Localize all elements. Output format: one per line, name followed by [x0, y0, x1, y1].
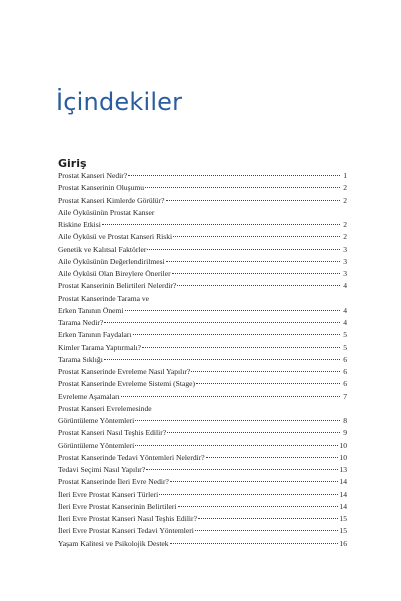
toc-dot-leader [146, 468, 338, 470]
toc-entry-label: Prostat Kanserinin Belirtileri Nelerdir? [58, 281, 177, 291]
toc-entry-page-number: 5 [343, 330, 347, 340]
toc-dot-leader [172, 272, 340, 274]
toc-dot-leader [206, 456, 339, 458]
toc-entry [58, 317, 347, 329]
toc-entry-label: Evreleme Aşamaları [58, 391, 120, 401]
toc-entry-label: Kimler Tarama Yaptırmalı? [58, 342, 142, 352]
toc-entry [58, 256, 347, 268]
toc-entry-page-number: 10 [339, 452, 347, 462]
toc-dot-leader [173, 235, 340, 237]
toc-entry-page-number: 6 [343, 354, 347, 364]
toc-entry [58, 342, 347, 354]
toc-entry [58, 538, 347, 550]
toc-entry-label: Prostat Kanseri Kimlerde Görülür? [58, 195, 165, 205]
toc-entry [58, 219, 347, 231]
toc-entry-page-number: 3 [343, 244, 347, 254]
toc-entry-label: Prostat Kanserinde İleri Evre Nedir? [58, 477, 169, 487]
toc-entry [58, 403, 347, 415]
toc-dot-leader [166, 199, 341, 201]
toc-entry-label: Prostat Kanserinde Tarama ve [58, 293, 150, 303]
toc-entry-label: Erken Tanının Önemi [58, 305, 124, 315]
toc-entry [58, 415, 347, 427]
toc-entry-page-number: 10 [339, 440, 347, 450]
toc-entry [58, 427, 347, 439]
toc-entry [58, 268, 347, 280]
toc-entry-label: Prostat Kanserinde Tedavi Yöntemleri Nelerdir? [58, 452, 205, 462]
toc-entry-page-number: 2 [343, 183, 347, 193]
toc-entry-label: Aile Öyküsü ve Prostat Kanseri Riski [58, 232, 173, 242]
toc-entry-page-number: 9 [343, 428, 347, 438]
toc-entry-label: Prostat Kanserinin Oluşumu [58, 183, 145, 193]
toc-entry [58, 195, 347, 207]
toc-dot-leader [167, 431, 340, 433]
toc-entry [58, 489, 347, 501]
toc-entry-page-number: 16 [339, 538, 347, 548]
toc-entry [58, 391, 347, 403]
toc-dot-leader [102, 223, 340, 225]
toc-dot-leader [135, 444, 338, 446]
toc-entry-page-number: 4 [343, 281, 347, 291]
toc-entry [58, 525, 347, 537]
toc-dot-leader [191, 370, 340, 372]
toc-dot-leader [166, 260, 340, 262]
toc-entry-page-number: 14 [339, 501, 347, 511]
toc-entry-page-number: 2 [343, 220, 347, 229]
toc-entry-label: Prostat Kanserinde Evreleme Sistemi (Stage) [58, 379, 196, 389]
toc-entry-page-number: 7 [343, 391, 347, 401]
toc-entry [58, 476, 347, 488]
toc-dot-leader [133, 333, 340, 335]
toc-entry-page-number: 13 [339, 465, 347, 474]
toc-entry-label: Prostat Kanseri Nasıl Teşhis Edilir? [58, 428, 167, 438]
toc-entry [58, 305, 347, 317]
toc-entry-page-number: 5 [343, 342, 347, 352]
toc-dot-leader [159, 493, 338, 495]
toc-dot-leader [104, 321, 340, 323]
toc-entry-page-number: 8 [343, 416, 347, 425]
toc-dot-leader [142, 346, 340, 348]
toc-entry-label: Tarama Sıklığı [58, 354, 103, 364]
toc-dot-leader [121, 395, 340, 397]
toc-entry [58, 244, 347, 256]
toc-entry-page-number: 6 [343, 367, 347, 376]
toc-entry-page-number: 4 [343, 318, 347, 327]
toc-dot-leader [145, 186, 340, 188]
section-heading: Giriş [58, 157, 87, 170]
toc-dot-leader [170, 542, 339, 544]
toc-entry-page-number: 15 [339, 526, 347, 536]
toc-entry-label: Prostat Kanserinde Evreleme Nasıl Yapılır? [58, 367, 191, 376]
toc-entry-label: Genetik ve Kalıtsal Faktörler [58, 244, 147, 254]
toc-entry [58, 231, 347, 243]
toc-entry-label: Erken Tanının Faydaları [58, 330, 132, 340]
toc-entry-page-number: 4 [343, 305, 347, 315]
toc-entry [58, 170, 347, 182]
toc-dot-leader [128, 174, 340, 176]
toc-entry-label: Prostat Kanseri Evrelemesinde [58, 403, 152, 413]
toc-entry-label: Tedavi Seçimi Nasıl Yapılır? [58, 465, 146, 474]
toc-dot-leader [195, 529, 339, 531]
toc-entry-page-number: 3 [343, 269, 347, 278]
toc-dot-leader [198, 517, 338, 519]
toc-entry-page-number: 14 [339, 489, 347, 499]
toc-entry-label: İleri Evre Prostat Kanserinin Belirtileri [58, 501, 177, 511]
toc-entry-label: Prostat Kanseri Nedir? [58, 171, 128, 180]
toc-entry [58, 366, 347, 378]
toc-dot-leader [125, 309, 340, 311]
toc-entry-label: İleri Evre Prostat Kanseri Tedavi Yöntemleri [58, 526, 194, 536]
toc-entry-page-number: 2 [343, 232, 347, 242]
page-title: İçindekiler [56, 88, 183, 116]
toc-entry [58, 182, 347, 194]
toc-entry [58, 329, 347, 341]
toc-entry [58, 452, 347, 464]
toc-dot-leader [135, 419, 340, 421]
toc-entry-label: İleri Evre Prostat Kanseri Nasıl Teşhis Edilir? [58, 514, 197, 523]
toc-entry-label: Görüntüleme Yöntemleri [58, 416, 135, 425]
toc-dot-leader [147, 248, 340, 250]
toc-entry-label: Görüntüleme Yöntemleri [58, 440, 135, 450]
toc-entry [58, 378, 347, 390]
toc-entry-page-number: 15 [339, 514, 347, 523]
toc-entry [58, 354, 347, 366]
toc-dot-leader [196, 382, 340, 384]
toc-dot-leader [104, 358, 340, 360]
toc-entry-label: Yaşam Kalitesi ve Psikolojik Destek [58, 538, 169, 548]
toc-list [58, 170, 347, 550]
toc-dot-leader [177, 284, 340, 286]
toc-entry-label: Riskine Etkisi [58, 220, 101, 229]
toc-entry-page-number: 3 [343, 256, 347, 266]
toc-entry [58, 464, 347, 476]
toc-entry-page-number: 14 [339, 477, 347, 487]
toc-dot-leader [170, 480, 338, 482]
toc-entry [58, 280, 347, 292]
toc-entry [58, 293, 347, 305]
toc-entry-label: Aile Öyküsünün Prostat Kanser [58, 207, 155, 217]
toc-entry-label: İleri Evre Prostat Kanseri Türleri [58, 489, 159, 499]
toc-entry [58, 513, 347, 525]
toc-entry-label: Aile Öyküsü Olan Bireylere Öneriler [58, 269, 171, 278]
toc-entry-page-number: 6 [343, 379, 347, 389]
toc-dot-leader [178, 505, 339, 507]
toc-entry [58, 207, 347, 219]
toc-entry [58, 440, 347, 452]
toc-entry-label: Aile Öyküsünün Değerlendirilmesi [58, 256, 165, 266]
toc-entry-label: Tarama Nedir? [58, 318, 104, 327]
toc-entry-page-number: 2 [343, 195, 347, 205]
toc-entry-page-number: 1 [343, 171, 347, 180]
toc-entry [58, 501, 347, 513]
